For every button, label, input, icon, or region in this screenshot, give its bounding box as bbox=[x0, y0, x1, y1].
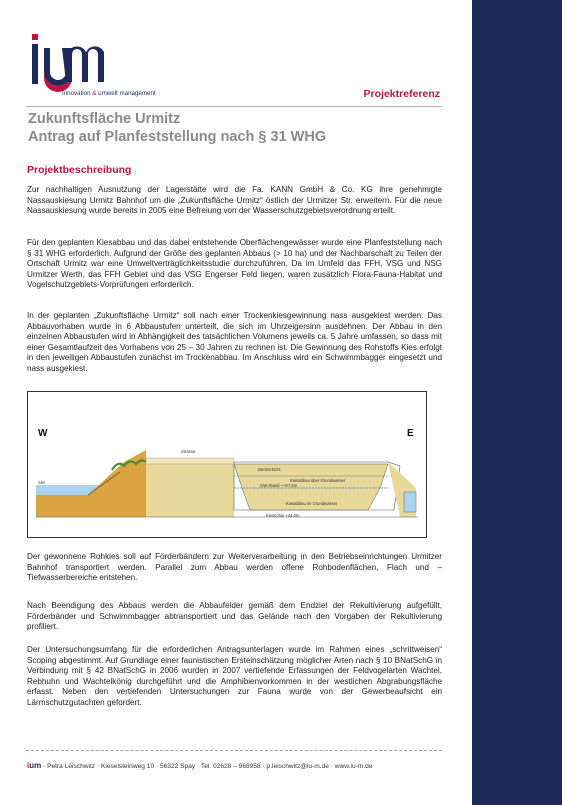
section-heading: Projektbeschreibung bbox=[27, 164, 132, 176]
paragraph-4: Der gewonnene Rohkies soll auf Förderbändern zur Weiterverarbeitung in den Betriebseinrichtungen Urmitzer Bahnhof transportiert werden. Parallel zum Abbau werden offene Rohbodenflächen, Flach und – Tiefwasserbereiche entstehen. bbox=[27, 552, 442, 583]
paragraph-1: Zur nachhaltigen Ausnutzung der Lagerstätte wird die Fa. KANN GmbH & Co. KG ihre genehmigte Nassauskiesung Urmitz Bahnhof um die „Zukunftsfläche Urmitz“ östlich der Urmitzer Str. erweitern. Für die neue Nassauskiesung wurde bereits in 2005 eine Befreiung von der Wasserschutzgebietsverordnung erteilt. bbox=[27, 185, 442, 216]
paragraph-2: Für den geplanten Kiesabbau und das dabei entstehende Oberflächengewässer wurde eine Planfeststellung nach § 31 WHG erforderlich. Aufgrund der Größe des geplanten Abbaus (> 10 ha) und der Nachbarschaft zu Teilen der Ortschaft Urmitz war eine Umweltverträglichkeitsstudie durchzuführen. Da im Umfeld das FFH, VSG und NSG Urmitzer Werth, das FFH Gebiet und das VSG Engerser Feld liegen, waren zusätzlich Flora-Fauna-Habitat und Vogelschutzgebiets-Vorprüfungen erforderlich. bbox=[27, 238, 442, 290]
cross-section-drawing bbox=[28, 392, 426, 537]
road-body bbox=[146, 464, 234, 517]
footer-divider bbox=[26, 750, 442, 751]
label-see: See bbox=[38, 480, 46, 485]
label-deckschicht: Deckschicht bbox=[258, 467, 281, 472]
document-title: Zukunftsfläche Urmitz bbox=[28, 111, 181, 127]
footer-logo-i: i bbox=[27, 761, 30, 770]
west-embankment bbox=[36, 450, 146, 517]
project-reference-tag: Projektreferenz bbox=[363, 88, 440, 100]
footer-text: · Petra Leischwitz · Kieselsteinweg 10 · 56322 Spay · Tel. 02628 – 968958 · p.leischwitz@iu-m.de · www.iu-m.de bbox=[41, 763, 373, 770]
paragraph-3: In der geplanten „Zukunftsfläche Urmitz“ soll nach einer Trockenkiesgewinnung nass ausgekiest werden. Das Abbauvorhaben wurde in 6 Abbaustufen unterteilt, die sich im Uhrzeigersinn ausdehnen. Der Abbau in den einzelnen Abbaustufen wird in Abhängigkeit des tatsächlichen Volumens jeweils ca. 5 Jahre umfassen, so dass mit einer Gesamtlaufzeit des Vorhabens von 25 – 30 Jahren zu rechnen ist. Die Gewinnung des Rohstoffs Kies erfolgt in den jeweiligen Abbaustufen zunächst im Trockenabbau. Im Anschluss wird ein Schwimmbagger eingesetzt und nass ausgekiest. bbox=[27, 311, 442, 373]
tagline-innovation: Innovation bbox=[62, 90, 91, 97]
document-subtitle: Antrag auf Planfeststellung nach § 31 WHG bbox=[28, 129, 327, 145]
cross-section-figure bbox=[27, 391, 427, 538]
logo-tagline bbox=[62, 90, 156, 97]
west-label: W bbox=[38, 428, 48, 439]
tagline-ampersand: & bbox=[92, 90, 97, 97]
paragraph-5: Nach Beendigung des Abbaus werden die Abbaufelder gemäß dem Endziel der Rekultivierung aufgefüllt, Förderbänder und Schwimmbagger abtransportiert und das Gelände nach den Vorgaben der Rekultivierung profiliert. bbox=[27, 601, 442, 632]
paragraph-6: Der Untersuchungsumfang für die erforderlichen Antragsunterlagen wurde im Rahmen eines „schrittweisen“ Scoping abgestimmt. Auf Grundlage einer faunistischen Ersteinschätzung möglicher Arten nach § 10 BNatSchG in Verbindung mit § 42 BNatSchG in 2006 wurden in 2007 vertiefende Erfassungen der Feldvogelarten Wachtel, Rebhuhn und Wachtelkönig durchgeführt und die Amphibienvorkommen in der westlichen Abgrabungsfläche erfasst. Neben den vertiefenden Untersuchungen zur Fauna wurde von der Gewerbeaufsicht ein Lärmschutzgutachten gefordert. bbox=[27, 645, 442, 707]
label-kies-ueber: Kiesabbau über Grundwasser bbox=[290, 478, 346, 483]
tagline-umwelt: umwelt management bbox=[98, 90, 156, 97]
footer-logo bbox=[27, 761, 41, 770]
footer-logo-um: um bbox=[29, 761, 42, 770]
label-strasse: Strasse bbox=[181, 449, 196, 454]
east-label: E bbox=[407, 428, 414, 439]
header-divider bbox=[26, 106, 442, 107]
label-gw-stand: GW-Stand ~+57,5m bbox=[260, 483, 298, 488]
label-sohle: Kiessohle +44,0m bbox=[266, 513, 300, 518]
label-kies-im: Kiesabbau im Grundwasser bbox=[286, 501, 338, 506]
sidebar-band bbox=[472, 0, 562, 805]
footer-contact bbox=[27, 761, 373, 770]
